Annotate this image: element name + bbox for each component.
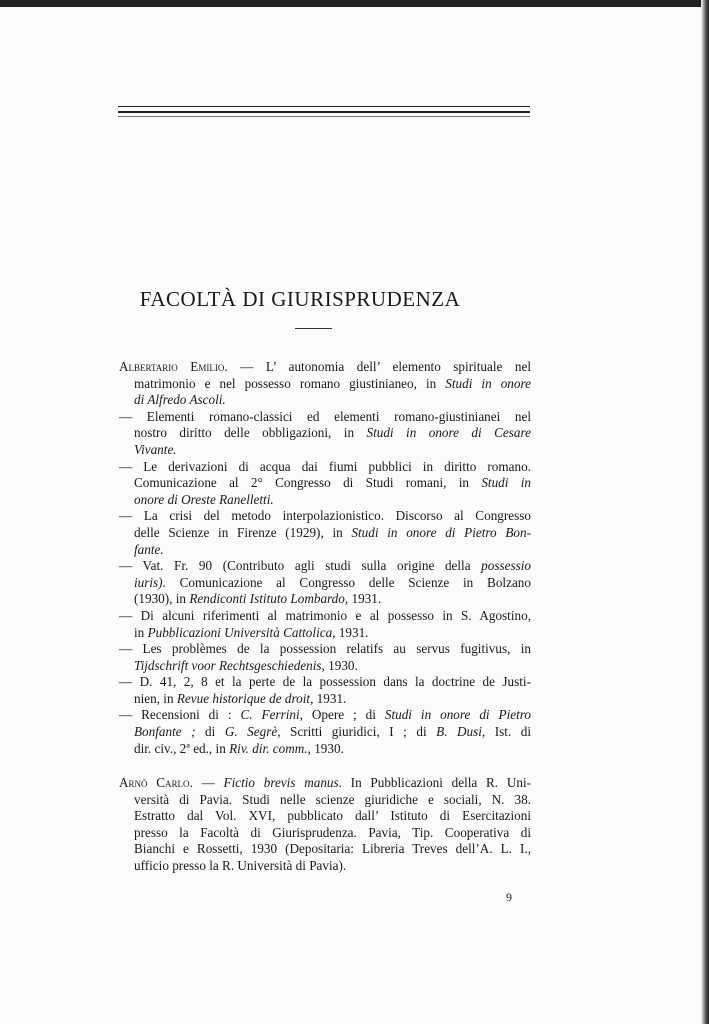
header-rule-thick: [118, 111, 530, 113]
entry-text: , Ist. di: [481, 724, 532, 740]
scan-right-edge: [701, 0, 709, 1024]
entry-text: , 1931.: [332, 624, 369, 640]
italic-title: B. Dusi: [436, 724, 482, 740]
entry-text: di: [195, 724, 225, 740]
entry-text: in: [134, 624, 148, 640]
entry-text: , 1930.: [307, 740, 344, 756]
italic-title: Bonfante ;: [134, 724, 196, 740]
header-rule: [118, 106, 530, 107]
entry-line: [119, 674, 531, 691]
entry-line: [119, 792, 531, 809]
entry-text: Scritti giuridici, I ; di: [280, 724, 437, 740]
entry-text: nien, in: [134, 690, 177, 706]
entry-text: (1930), in: [134, 591, 190, 607]
italic-title: Fictio brevis manus: [223, 775, 339, 790]
entry-text: — La crisi del metodo interpolazionistico. Discorso al Congresso: [119, 508, 531, 524]
entry-text: Comunicazione al 2° Congresso di Studi romani, in: [134, 475, 482, 491]
entry-text: — Di alcuni riferimenti al matrimonio e al possesso in S. Agostino,: [119, 607, 531, 623]
bibliography-author-arno: [119, 775, 531, 875]
entry-line: [119, 392, 531, 409]
entry-text: versità di Pavia. Studi nelle scienze giuridiche e sociali, N. 38.: [134, 791, 531, 807]
italic-title: di Alfredo Ascoli.: [134, 392, 226, 408]
entry-text: Estratto dal Vol. XVI, pubblicato dall’ Istituto di Esercitazioni: [134, 808, 531, 824]
entry-text: — Le derivazioni di acqua dai fiumi pubblici in diritto romano.: [119, 458, 531, 474]
entry-text: ufficio presso la R. Università di Pavia).: [134, 857, 347, 873]
entry-text: — Vat. Fr. 90 (Contributo agli studi sulla origine della: [119, 558, 482, 574]
bibliography-entry: [119, 641, 531, 674]
entry-text: , Opere ; di: [299, 707, 385, 723]
entry-line: [119, 808, 531, 825]
italic-title: Revue historique de droit: [176, 690, 311, 706]
entry-text: — D. 41, 2, 8 et la perte de la possession dans la doctrine de Justi-: [119, 674, 531, 690]
bibliography-entry: [119, 558, 531, 608]
entry-line: [119, 492, 531, 509]
entry-line: [119, 508, 531, 525]
bibliography-entry: [119, 707, 531, 757]
entry-text: — Recensioni di :: [119, 707, 241, 723]
italic-title: iuris).: [134, 574, 166, 590]
entry-text: — L’ autonomia dell’ elemento spirituale nel: [227, 359, 531, 374]
entry-line: [119, 525, 531, 542]
entry-line: [119, 608, 531, 625]
bibliography-entry: [119, 459, 531, 509]
entry-line: [119, 409, 531, 426]
entry-line: [119, 425, 531, 442]
heading-divider: [295, 328, 332, 329]
entry-line: [119, 658, 531, 675]
italic-title: Studi in: [481, 475, 532, 491]
italic-title: possessio: [481, 558, 531, 574]
italic-title: Studi in onore di Pietro Bon-: [351, 524, 531, 540]
entry-text: 1931.: [348, 591, 382, 607]
entry-line: [119, 591, 531, 608]
italic-title: Studi in onore di Cesare: [366, 425, 531, 441]
entry-line: [119, 707, 531, 724]
italic-title: Riv. dir. comm.: [229, 740, 308, 756]
entry-text: . In Pubblicazioni della R. Uni-: [338, 775, 532, 790]
entry-line: [119, 724, 531, 741]
entry-line: [119, 575, 531, 592]
bibliography-entry: [119, 508, 531, 558]
bibliography-entry: [119, 409, 531, 459]
entry-text: Comunicazione al Congresso delle Scienze in Bolzano: [165, 574, 531, 590]
italic-title: Vivante.: [134, 441, 177, 457]
entry-text: presso la Facoltà di Giurisprudenza. Pavia, Tip. Cooperativa di: [134, 824, 531, 840]
bibliography-entry: [119, 608, 531, 641]
entry-line: [119, 558, 531, 575]
section-heading: FACOLTÀ DI GIURISPRUDENZA: [139, 287, 461, 311]
entry-line: [119, 459, 531, 476]
entry-line: [119, 641, 531, 658]
bibliography-entry: [119, 674, 531, 707]
italic-title: Studi in onore di Pietro: [384, 707, 532, 723]
italic-title: onore di Oreste Ranelletti.: [134, 491, 274, 507]
entry-text: dir. civ., 2ª ed., in: [134, 740, 230, 756]
entry-line: [119, 442, 531, 459]
entry-line: [119, 542, 531, 559]
scan-top-edge: [0, 0, 709, 7]
entry-line: [119, 376, 531, 393]
author-name: Arnò Carlo.: [119, 775, 193, 790]
entry-line: [119, 625, 531, 642]
italic-title: C. Ferrini: [240, 707, 300, 723]
entry-text: Bianchi e Rossetti, 1930 (Depositaria: Libreria Treves dell’A. L. I.,: [134, 841, 531, 857]
entry-line: [119, 841, 531, 858]
entry-text: — Elementi romano-classici ed elementi romano-giustinianei nel: [119, 408, 531, 424]
italic-title: G. Segrè,: [224, 724, 281, 740]
entry-line: [119, 775, 531, 792]
entry-line: [119, 858, 531, 875]
author-name: Albertario Emilio.: [119, 359, 228, 374]
entry-line: [119, 825, 531, 842]
header-rule-thin: [118, 116, 530, 117]
bibliography-author-albertario: [119, 359, 531, 757]
entry-text: nostro diritto delle obbligazioni, in: [134, 425, 367, 441]
italic-title: Tijdschrift voor Rechtsgeschiedenis: [134, 657, 322, 673]
bibliography-entry: [119, 359, 531, 409]
entry-text: , 1930.: [321, 657, 358, 673]
entry-text: — Les problèmes de la possession relatifs au servus fugitivus, in: [119, 641, 531, 657]
entry-line: [119, 691, 531, 708]
entry-text: , 1931.: [310, 690, 347, 706]
entry-text: —: [192, 775, 224, 790]
entry-text: delle Scienze in Firenze (1929), in: [134, 524, 352, 540]
entry-line: [119, 741, 531, 758]
entry-line: [119, 475, 531, 492]
entry-line: [119, 359, 531, 376]
bibliography-entry: [119, 775, 531, 875]
italic-title: fante.: [134, 541, 164, 557]
entry-text: matrimonio e nel possesso romano giustinianeo, in: [134, 375, 446, 391]
italic-title: Pubblicazioni Università Cattolica: [147, 624, 333, 640]
italic-title: Rendiconti Istituto Lombardo,: [189, 591, 349, 607]
italic-title: Studi in onore: [445, 375, 531, 391]
page-number: 9: [506, 890, 512, 904]
